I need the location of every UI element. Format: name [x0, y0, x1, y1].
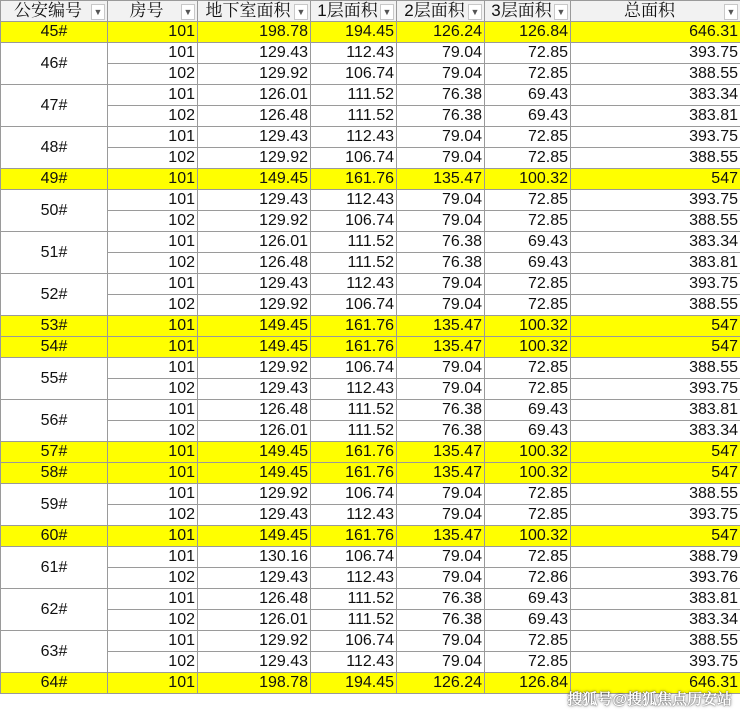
room-cell[interactable]: 102 — [108, 148, 198, 169]
room-cell[interactable]: 101 — [108, 169, 198, 190]
table-row — [1, 22, 740, 43]
table-row — [1, 169, 740, 190]
column-header[interactable] — [108, 1, 198, 22]
room-cell[interactable]: 101 — [108, 274, 198, 295]
building-cell[interactable]: 62# — [1, 589, 108, 631]
basement-area-cell[interactable]: 126.48 — [198, 589, 311, 610]
basement-area-cell[interactable]: 126.48 — [198, 400, 311, 421]
floor2-area-cell[interactable]: 79.04 — [397, 295, 485, 316]
floor3-area-cell[interactable]: 100.32 — [485, 337, 571, 358]
floor2-area-cell[interactable]: 79.04 — [397, 211, 485, 232]
building-cell[interactable]: 55# — [1, 358, 108, 400]
dropdown-arrow-icon[interactable]: ▼ — [294, 4, 308, 20]
table-row — [1, 379, 740, 400]
floor1-area-cell[interactable]: 161.76 — [311, 337, 397, 358]
column-header-label: 公安编号 — [14, 1, 82, 20]
room-cell[interactable]: 102 — [108, 421, 198, 442]
total-area-cell[interactable]: 388.55 — [571, 484, 740, 505]
basement-area-cell[interactable]: 126.01 — [198, 421, 311, 442]
table-row — [1, 442, 740, 463]
dropdown-arrow-icon[interactable]: ▼ — [91, 4, 105, 20]
column-header[interactable] — [485, 1, 571, 22]
floor2-area-cell[interactable]: 76.38 — [397, 85, 485, 106]
floor2-area-cell[interactable]: 76.38 — [397, 421, 485, 442]
table-row — [1, 64, 740, 85]
floor2-area-cell[interactable]: 126.24 — [397, 673, 485, 694]
total-area-cell[interactable]: 383.34 — [571, 85, 740, 106]
floor1-area-cell[interactable]: 106.74 — [311, 211, 397, 232]
room-cell[interactable]: 102 — [108, 211, 198, 232]
building-cell[interactable]: 50# — [1, 190, 108, 232]
floor3-area-cell[interactable]: 72.85 — [485, 484, 571, 505]
total-area-cell[interactable]: 547 — [571, 316, 740, 337]
basement-area-cell[interactable]: 129.43 — [198, 190, 311, 211]
floor3-area-cell[interactable]: 100.32 — [485, 169, 571, 190]
total-area-cell[interactable]: 383.34 — [571, 610, 740, 631]
room-cell[interactable]: 101 — [108, 190, 198, 211]
basement-area-cell[interactable]: 129.92 — [198, 484, 311, 505]
floor1-area-cell[interactable]: 111.52 — [311, 106, 397, 127]
basement-area-cell[interactable]: 198.78 — [198, 673, 311, 694]
total-area-cell[interactable]: 383.81 — [571, 400, 740, 421]
floor1-area-cell[interactable]: 106.74 — [311, 64, 397, 85]
basement-area-cell[interactable]: 129.43 — [198, 652, 311, 673]
basement-area-cell[interactable]: 149.45 — [198, 169, 311, 190]
floor1-area-cell[interactable]: 161.76 — [311, 463, 397, 484]
floor2-area-cell[interactable]: 79.04 — [397, 652, 485, 673]
floor1-area-cell[interactable]: 112.43 — [311, 505, 397, 526]
floor1-area-cell[interactable]: 106.74 — [311, 358, 397, 379]
table-row — [1, 568, 740, 589]
room-cell[interactable]: 101 — [108, 547, 198, 568]
total-area-cell[interactable]: 388.55 — [571, 148, 740, 169]
floor3-area-cell[interactable]: 72.85 — [485, 547, 571, 568]
floor3-area-cell[interactable]: 69.43 — [485, 610, 571, 631]
table-row — [1, 253, 740, 274]
basement-area-cell[interactable]: 129.43 — [198, 568, 311, 589]
basement-area-cell[interactable]: 149.45 — [198, 337, 311, 358]
room-cell[interactable]: 102 — [108, 64, 198, 85]
total-area-cell[interactable]: 547 — [571, 169, 740, 190]
floor2-area-cell[interactable]: 79.04 — [397, 64, 485, 85]
column-header[interactable] — [571, 1, 740, 22]
room-cell[interactable]: 102 — [108, 379, 198, 400]
room-cell[interactable]: 101 — [108, 43, 198, 64]
floor1-area-cell[interactable]: 111.52 — [311, 421, 397, 442]
basement-area-cell[interactable]: 129.43 — [198, 505, 311, 526]
building-cell[interactable]: 59# — [1, 484, 108, 526]
dropdown-arrow-icon[interactable]: ▼ — [380, 4, 394, 20]
building-cell[interactable]: 64# — [1, 673, 108, 694]
room-cell[interactable]: 101 — [108, 631, 198, 652]
basement-area-cell[interactable]: 198.78 — [198, 22, 311, 43]
floor1-area-cell[interactable]: 111.52 — [311, 232, 397, 253]
floor1-area-cell[interactable]: 111.52 — [311, 85, 397, 106]
floor3-area-cell[interactable]: 72.85 — [485, 211, 571, 232]
floor2-area-cell[interactable]: 135.47 — [397, 442, 485, 463]
room-cell[interactable]: 102 — [108, 295, 198, 316]
room-cell[interactable]: 102 — [108, 652, 198, 673]
floor3-area-cell[interactable]: 72.85 — [485, 358, 571, 379]
basement-area-cell[interactable]: 129.92 — [198, 211, 311, 232]
room-cell[interactable]: 102 — [108, 610, 198, 631]
basement-area-cell[interactable]: 129.92 — [198, 148, 311, 169]
column-header[interactable] — [311, 1, 397, 22]
floor2-area-cell[interactable]: 79.04 — [397, 190, 485, 211]
total-area-cell[interactable]: 388.55 — [571, 211, 740, 232]
floor1-area-cell[interactable]: 111.52 — [311, 400, 397, 421]
total-area-cell[interactable]: 547 — [571, 337, 740, 358]
table-row — [1, 274, 740, 295]
total-area-cell[interactable]: 646.31 — [571, 673, 740, 694]
floor2-area-cell[interactable]: 135.47 — [397, 526, 485, 547]
total-area-cell[interactable]: 383.81 — [571, 253, 740, 274]
floor2-area-cell[interactable]: 79.04 — [397, 505, 485, 526]
building-cell[interactable]: 58# — [1, 463, 108, 484]
basement-area-cell[interactable]: 129.43 — [198, 43, 311, 64]
building-cell[interactable]: 46# — [1, 43, 108, 85]
basement-area-cell[interactable]: 126.01 — [198, 85, 311, 106]
floor3-area-cell[interactable]: 72.85 — [485, 64, 571, 85]
table-row — [1, 547, 740, 568]
total-area-cell[interactable]: 388.55 — [571, 358, 740, 379]
dropdown-arrow-icon[interactable]: ▼ — [554, 4, 568, 20]
watermark: 搜狐号@搜狐焦点历安站 — [567, 691, 732, 708]
floor3-area-cell[interactable]: 100.32 — [485, 463, 571, 484]
basement-area-cell[interactable]: 129.43 — [198, 379, 311, 400]
room-cell[interactable]: 101 — [108, 589, 198, 610]
total-area-cell[interactable]: 393.75 — [571, 505, 740, 526]
basement-area-cell[interactable]: 149.45 — [198, 463, 311, 484]
room-cell[interactable]: 101 — [108, 463, 198, 484]
floor3-area-cell[interactable]: 69.43 — [485, 400, 571, 421]
total-area-cell[interactable]: 547 — [571, 526, 740, 547]
floor3-area-cell[interactable]: 69.43 — [485, 85, 571, 106]
floor3-area-cell[interactable]: 72.86 — [485, 568, 571, 589]
table-row — [1, 484, 740, 505]
floor3-area-cell[interactable]: 126.84 — [485, 22, 571, 43]
basement-area-cell[interactable]: 126.01 — [198, 232, 311, 253]
floor2-area-cell[interactable]: 135.47 — [397, 316, 485, 337]
basement-area-cell[interactable]: 149.45 — [198, 526, 311, 547]
table-body — [1, 22, 740, 694]
floor3-area-cell[interactable]: 100.32 — [485, 442, 571, 463]
floor1-area-cell[interactable]: 106.74 — [311, 547, 397, 568]
floor1-area-cell[interactable]: 194.45 — [311, 22, 397, 43]
room-cell[interactable]: 101 — [108, 316, 198, 337]
building-cell[interactable]: 56# — [1, 400, 108, 442]
floor1-area-cell[interactable]: 106.74 — [311, 148, 397, 169]
room-cell[interactable]: 102 — [108, 106, 198, 127]
room-cell[interactable]: 101 — [108, 400, 198, 421]
total-area-cell[interactable]: 393.75 — [571, 274, 740, 295]
floor3-area-cell[interactable]: 72.85 — [485, 505, 571, 526]
floor3-area-cell[interactable]: 72.85 — [485, 190, 571, 211]
floor2-area-cell[interactable]: 79.04 — [397, 274, 485, 295]
total-area-cell[interactable]: 383.81 — [571, 589, 740, 610]
floor2-area-cell[interactable]: 79.04 — [397, 127, 485, 148]
total-area-cell[interactable]: 393.75 — [571, 127, 740, 148]
floor2-area-cell[interactable]: 79.04 — [397, 379, 485, 400]
room-cell[interactable]: 102 — [108, 253, 198, 274]
building-cell[interactable]: 57# — [1, 442, 108, 463]
floor1-area-cell[interactable]: 161.76 — [311, 526, 397, 547]
floor1-area-cell[interactable]: 161.76 — [311, 169, 397, 190]
dropdown-arrow-icon[interactable]: ▼ — [181, 4, 195, 20]
building-cell[interactable]: 47# — [1, 85, 108, 127]
table-row — [1, 589, 740, 610]
basement-area-cell[interactable]: 129.92 — [198, 631, 311, 652]
floor2-area-cell[interactable]: 79.04 — [397, 358, 485, 379]
floor1-area-cell[interactable]: 112.43 — [311, 190, 397, 211]
floor3-area-cell[interactable]: 69.43 — [485, 106, 571, 127]
floor3-area-cell[interactable]: 72.85 — [485, 148, 571, 169]
dropdown-arrow-icon[interactable]: ▼ — [724, 4, 738, 20]
floor3-area-cell[interactable]: 72.85 — [485, 127, 571, 148]
floor3-area-cell[interactable]: 72.85 — [485, 295, 571, 316]
room-cell[interactable]: 101 — [108, 358, 198, 379]
column-header-label: 地下室面积 — [205, 1, 291, 20]
floor3-area-cell[interactable]: 100.32 — [485, 526, 571, 547]
basement-area-cell[interactable]: 129.43 — [198, 274, 311, 295]
total-area-cell[interactable]: 393.75 — [571, 379, 740, 400]
table-row — [1, 85, 740, 106]
room-cell[interactable]: 101 — [108, 22, 198, 43]
floor1-area-cell[interactable]: 161.76 — [311, 442, 397, 463]
table-row — [1, 526, 740, 547]
room-cell[interactable]: 101 — [108, 526, 198, 547]
floor1-area-cell[interactable]: 111.52 — [311, 253, 397, 274]
building-cell[interactable]: 54# — [1, 337, 108, 358]
basement-area-cell[interactable]: 129.92 — [198, 358, 311, 379]
building-cell[interactable]: 45# — [1, 22, 108, 43]
building-cell[interactable]: 63# — [1, 631, 108, 673]
total-area-cell[interactable]: 393.76 — [571, 568, 740, 589]
room-cell[interactable]: 101 — [108, 442, 198, 463]
floor3-area-cell[interactable]: 126.84 — [485, 673, 571, 694]
floor3-area-cell[interactable]: 72.85 — [485, 43, 571, 64]
dropdown-arrow-icon[interactable]: ▼ — [468, 4, 482, 20]
floor1-area-cell[interactable]: 111.52 — [311, 589, 397, 610]
table-row — [1, 358, 740, 379]
floor3-area-cell[interactable]: 72.85 — [485, 631, 571, 652]
column-header-label: 总面积 — [624, 1, 675, 20]
building-cell[interactable]: 53# — [1, 316, 108, 337]
table-row — [1, 211, 740, 232]
header-row — [1, 1, 740, 22]
floor1-area-cell[interactable]: 106.74 — [311, 295, 397, 316]
total-area-cell[interactable]: 393.75 — [571, 43, 740, 64]
building-cell[interactable]: 48# — [1, 127, 108, 169]
table-row — [1, 421, 740, 442]
floor2-area-cell[interactable]: 79.04 — [397, 547, 485, 568]
table-row — [1, 316, 740, 337]
room-cell[interactable]: 102 — [108, 505, 198, 526]
floor2-area-cell[interactable]: 76.38 — [397, 253, 485, 274]
floor2-area-cell[interactable]: 126.24 — [397, 22, 485, 43]
floor2-area-cell[interactable]: 76.38 — [397, 400, 485, 421]
basement-area-cell[interactable]: 129.43 — [198, 127, 311, 148]
table-row — [1, 463, 740, 484]
building-cell[interactable]: 52# — [1, 274, 108, 316]
table-row — [1, 148, 740, 169]
total-area-cell[interactable]: 388.55 — [571, 631, 740, 652]
total-area-cell[interactable]: 388.79 — [571, 547, 740, 568]
building-cell[interactable]: 61# — [1, 547, 108, 589]
basement-area-cell[interactable]: 129.92 — [198, 295, 311, 316]
column-header[interactable] — [1, 1, 108, 22]
floor1-area-cell[interactable]: 106.74 — [311, 631, 397, 652]
table-row — [1, 127, 740, 148]
floor2-area-cell[interactable]: 79.04 — [397, 43, 485, 64]
total-area-cell[interactable]: 388.55 — [571, 295, 740, 316]
floor1-area-cell[interactable]: 194.45 — [311, 673, 397, 694]
floor3-area-cell[interactable]: 72.85 — [485, 274, 571, 295]
column-header[interactable] — [397, 1, 485, 22]
floor2-area-cell[interactable]: 76.38 — [397, 232, 485, 253]
building-cell[interactable]: 51# — [1, 232, 108, 274]
room-cell[interactable]: 101 — [108, 85, 198, 106]
table-row — [1, 400, 740, 421]
total-area-cell[interactable]: 547 — [571, 442, 740, 463]
floor3-area-cell[interactable]: 100.32 — [485, 316, 571, 337]
total-area-cell[interactable]: 393.75 — [571, 190, 740, 211]
floor2-area-cell[interactable]: 79.04 — [397, 568, 485, 589]
table-row — [1, 106, 740, 127]
table-row — [1, 652, 740, 673]
floor2-area-cell[interactable]: 76.38 — [397, 610, 485, 631]
floor1-area-cell[interactable]: 112.43 — [311, 127, 397, 148]
table-row — [1, 232, 740, 253]
floor2-area-cell[interactable]: 79.04 — [397, 484, 485, 505]
column-header[interactable] — [198, 1, 311, 22]
floor2-area-cell[interactable]: 76.38 — [397, 589, 485, 610]
floor2-area-cell[interactable]: 79.04 — [397, 148, 485, 169]
floor3-area-cell[interactable]: 69.43 — [485, 421, 571, 442]
total-area-cell[interactable]: 388.55 — [571, 64, 740, 85]
table-row — [1, 337, 740, 358]
table-row — [1, 610, 740, 631]
floor1-area-cell[interactable]: 112.43 — [311, 652, 397, 673]
total-area-cell[interactable]: 547 — [571, 463, 740, 484]
building-cell[interactable]: 49# — [1, 169, 108, 190]
building-cell[interactable]: 60# — [1, 526, 108, 547]
table-row — [1, 505, 740, 526]
basement-area-cell[interactable]: 126.01 — [198, 610, 311, 631]
floor2-area-cell[interactable]: 135.47 — [397, 169, 485, 190]
table-row — [1, 190, 740, 211]
basement-area-cell[interactable]: 149.45 — [198, 316, 311, 337]
floor3-area-cell[interactable]: 69.43 — [485, 589, 571, 610]
room-cell[interactable]: 101 — [108, 673, 198, 694]
floor1-area-cell[interactable]: 112.43 — [311, 379, 397, 400]
floor1-area-cell[interactable]: 112.43 — [311, 43, 397, 64]
column-header-label: 房号 — [129, 1, 164, 20]
total-area-cell[interactable]: 383.81 — [571, 106, 740, 127]
column-header-label: 2层面积 — [404, 1, 465, 20]
total-area-cell[interactable]: 383.34 — [571, 421, 740, 442]
floor3-area-cell[interactable]: 72.85 — [485, 652, 571, 673]
floor3-area-cell[interactable]: 72.85 — [485, 379, 571, 400]
basement-area-cell[interactable]: 126.48 — [198, 253, 311, 274]
floor2-area-cell[interactable]: 135.47 — [397, 463, 485, 484]
table-row — [1, 295, 740, 316]
column-header-label: 1层面积 — [317, 1, 378, 20]
basement-area-cell[interactable]: 129.92 — [198, 64, 311, 85]
room-cell[interactable]: 102 — [108, 568, 198, 589]
room-cell[interactable]: 101 — [108, 127, 198, 148]
floor1-area-cell[interactable]: 112.43 — [311, 274, 397, 295]
table-row — [1, 43, 740, 64]
basement-area-cell[interactable]: 130.16 — [198, 547, 311, 568]
floor2-area-cell[interactable]: 76.38 — [397, 106, 485, 127]
basement-area-cell[interactable]: 149.45 — [198, 442, 311, 463]
floor1-area-cell[interactable]: 106.74 — [311, 484, 397, 505]
total-area-cell[interactable]: 646.31 — [571, 22, 740, 43]
floor1-area-cell[interactable]: 112.43 — [311, 568, 397, 589]
floor1-area-cell[interactable]: 161.76 — [311, 316, 397, 337]
floor2-area-cell[interactable]: 79.04 — [397, 631, 485, 652]
floor3-area-cell[interactable]: 69.43 — [485, 232, 571, 253]
table-row — [1, 631, 740, 652]
total-area-cell[interactable]: 393.75 — [571, 652, 740, 673]
room-cell[interactable]: 101 — [108, 484, 198, 505]
column-header-label: 3层面积 — [491, 1, 552, 20]
floor1-area-cell[interactable]: 111.52 — [311, 610, 397, 631]
room-cell[interactable]: 101 — [108, 337, 198, 358]
floor2-area-cell[interactable]: 135.47 — [397, 337, 485, 358]
basement-area-cell[interactable]: 126.48 — [198, 106, 311, 127]
total-area-cell[interactable]: 383.34 — [571, 232, 740, 253]
room-cell[interactable]: 101 — [108, 232, 198, 253]
floor3-area-cell[interactable]: 69.43 — [485, 253, 571, 274]
